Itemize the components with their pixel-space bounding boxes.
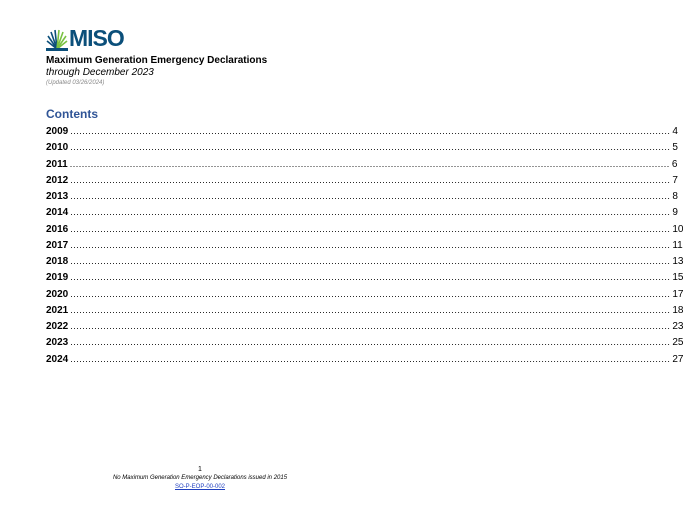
toc-entry-label: 2014	[46, 207, 69, 219]
toc-dot-leader: ........................................................................................................................................................................................................	[70, 207, 671, 218]
toc-entry-label: 2010	[46, 142, 69, 154]
brand-wordmark: MISO	[69, 25, 124, 51]
toc-entry-label: 2021	[46, 304, 69, 316]
toc-entry-page: 11	[672, 239, 683, 251]
toc-entry-page: 13	[672, 256, 683, 267]
toc-heading: Contents	[46, 107, 98, 121]
toc-entry-page: 27	[672, 353, 683, 365]
toc-entry[interactable]	[46, 302, 683, 318]
toc-entry[interactable]	[46, 269, 683, 285]
toc-entry[interactable]	[46, 188, 678, 204]
toc-entry-label: 2018	[46, 256, 69, 267]
toc-dot-leader: ........................................................................................................................................................................................................	[69, 158, 670, 169]
miso-logo	[46, 26, 126, 53]
toc-dot-leader: ........................................................................................................................................................................................................	[70, 174, 671, 185]
document-title: Maximum Generation Emergency Declarations	[46, 55, 268, 66]
toc-entry-page: 23	[672, 321, 683, 332]
toc-entry-page: 10	[672, 223, 683, 235]
toc-entry-label: 2011	[46, 158, 68, 170]
document-header	[46, 55, 366, 87]
updated-date: (Updated 03/26/2024)	[46, 80, 105, 86]
toc-entry-page: 8	[672, 191, 678, 202]
toc-entry-label: 2013	[46, 191, 69, 202]
toc-dot-leader: ........................................................................................................................................................................................................	[70, 353, 671, 364]
toc-dot-leader: ........................................................................................................................................................................................................	[70, 256, 671, 266]
footnote: No Maximum Generation Emergency Declarations issued in 2015	[112, 475, 288, 481]
toc-entry-page: 25	[672, 337, 683, 349]
toc-entry-label: 2023	[46, 337, 69, 349]
toc-entry[interactable]	[46, 237, 683, 253]
sunburst-logo-icon	[46, 29, 68, 51]
toc-entry-label: 2022	[46, 321, 69, 332]
page-number: 1	[198, 466, 202, 473]
toc-entry[interactable]	[46, 351, 683, 367]
toc-entry[interactable]	[46, 139, 678, 155]
toc-entry-page: 7	[672, 174, 678, 186]
toc-entry-page: 4	[672, 126, 678, 137]
toc-dot-leader: ........................................................................................................................................................................................................	[70, 126, 671, 136]
toc-entry[interactable]	[46, 221, 683, 237]
table-of-contents	[46, 123, 683, 367]
toc-dot-leader: ........................................................................................................................................................................................................	[70, 239, 671, 250]
toc-entry-label: 2020	[46, 288, 69, 300]
toc-entry-label: 2016	[46, 223, 69, 235]
toc-dot-leader: ........................................................................................................................................................................................................	[70, 321, 671, 331]
toc-entry-label: 2012	[46, 174, 69, 186]
toc-entry-label: 2024	[46, 353, 69, 365]
toc-entry-label: 2017	[46, 239, 69, 251]
toc-entry-page: 15	[672, 272, 683, 284]
toc-entry-page: 18	[672, 304, 683, 316]
toc-entry-page: 5	[672, 142, 678, 154]
document-id-link[interactable]: SO-P-EOP-00-002	[174, 484, 226, 490]
toc-dot-leader: ........................................................................................................................................................................................................	[70, 304, 671, 315]
toc-entry-label: 2019	[46, 272, 69, 284]
toc-dot-leader: ........................................................................................................................................................................................................	[70, 142, 671, 153]
toc-dot-leader: ........................................................................................................................................................................................................	[70, 191, 671, 201]
toc-entry-page: 17	[672, 288, 683, 300]
toc-entry[interactable]	[46, 318, 683, 334]
toc-entry[interactable]	[46, 286, 683, 302]
toc-entry-page: 6	[671, 158, 678, 170]
toc-entry[interactable]	[46, 334, 683, 350]
toc-entry[interactable]	[46, 172, 678, 188]
toc-entry-label: 2009	[46, 126, 69, 137]
page-footer	[0, 465, 400, 492]
toc-dot-leader: ........................................................................................................................................................................................................	[70, 272, 671, 283]
toc-entry[interactable]	[46, 123, 678, 139]
toc-dot-leader: ........................................................................................................................................................................................................	[70, 337, 671, 348]
toc-entry[interactable]	[46, 204, 678, 220]
document-subtitle: through December 2023	[46, 67, 154, 78]
toc-entry[interactable]	[46, 253, 683, 269]
toc-entry[interactable]	[46, 156, 678, 172]
toc-entry-page: 9	[672, 207, 678, 219]
toc-dot-leader: ........................................................................................................................................................................................................	[70, 288, 671, 299]
toc-dot-leader: ........................................................................................................................................................................................................	[70, 223, 671, 234]
